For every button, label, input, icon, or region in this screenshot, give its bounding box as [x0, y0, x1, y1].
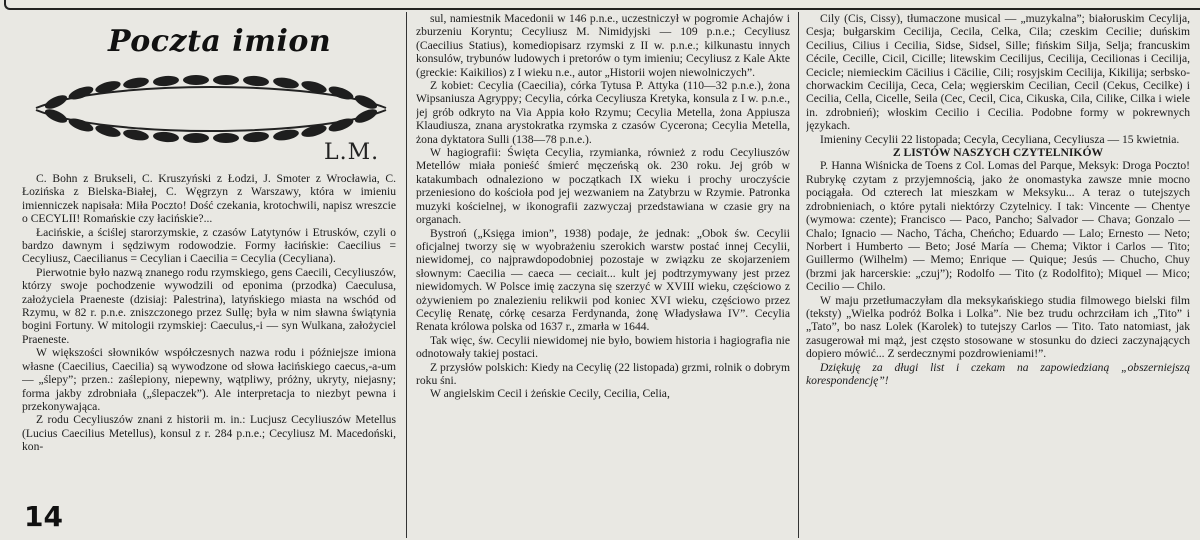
author-signature: L.M. — [324, 140, 380, 165]
paragraph: Bystroń („Księga imion”, 1938) podaje, że jednak: „Obok św. Cecylii oficjalnej tworzy się w wyobrażeniu szerokich warstw postać innej Cecylii, niewidomej, co najprawdopodobniej pozostaje w związku ze skojarzeniem słownym: Caecilia — caeca — ceciait... kult jej podtrzymywany jest przez niewidomych. W Polsce imię zaczyna się szerzyć w XVIII wieku, częściowo z ożywieniem po znalezieniu relikwii pod koniec XVI wieku, częściowo przez Cecylię Renatę, córkę cesarza Ferdynanda, żonę Władysława IV”. Cecylia Renata królowa polska od 1637 r., zmarła w 1644. — [416, 226, 790, 334]
laurel-wreath-icon — [26, 60, 396, 146]
paragraph: Z rodu Cecyliuszów znani z historii m. in.: Lucjusz Cecyliuszów Metellus (Lucius Caecilius Metellus), konsul z r. 284 p.n.e.; Cecyliusz M. Macedoński, kon- — [22, 413, 396, 454]
column-divider — [798, 12, 799, 538]
paragraph: Tak więc, św. Cecylii niewidomej nie było, bowiem historia i hagiografia nie odnotowały takiej postaci. — [416, 333, 790, 361]
paragraph: W większości słowników współczesnych nazwa rodu i późniejsze imiona własne (Caecilius, Caecilia) są wywodzone od słowa łacińskiego caecus,-a-um — „ślepy”; przen.: zaślepiony, niepewny, wątpliwy, próżny, ukryty, niejasny; forma jakby zdrobniała („ślepaczek”). Ale interpretacja to niezbyt pewna i przekonywająca. — [22, 346, 396, 413]
column-3 — [806, 12, 1190, 532]
top-border — [4, 0, 1200, 10]
paragraph: Imieniny Cecylii 22 listopada; Cecyla, Cecyliana, Cecyliusza — 15 kwietnia. — [820, 132, 1180, 146]
paragraph: Z przysłów polskich: Kiedy na Cecylię (22 listopada) grzmi, rolnik o dobrym roku śni. — [416, 360, 790, 387]
paragraph: C. Bohn z Brukseli, C. Kruszyński z Łodzi, J. Smoter z Wrocławia, C. Łozińska z Bielska-Białej, C. Węgrzyn z Warszawy, która w imieniu imienniczek napisała: Miła Poczto! Dość czekania, krotochwili, napisz wreszcie o CECYLII! Romańskie czy łacińskie?... — [22, 172, 396, 226]
paragraph: Pierwotnie było nazwą znanego rodu rzymskiego, gens Caecili, Cecyliuszów, którzy swoje pochodzenie wywodzili od eponima (przodka) Caeculusa, założyciela Praeneste (dzisiaj: Palestrina), latyńskiego miasta na wschód od Rzymu, w 82 r. p.n.e. zniszczonego przez Sullę; była w nim sławna świątynia bogini Fortuny. W mitologii rzymskiej: Caeculus,-i — syn Wulkana, założyciel Praeneste. — [22, 265, 396, 346]
paragraph: W hagiografii: Święta Cecylia, rzymianka, również z rodu Cecyliuszów Metellów miała ponieść śmierć męczeńską ok. 230 roku. Jej grób w katakumbach odnaleziono w początkach IX wieku i prochy uroczyście przeniesiono do kościoła pod jej wezwaniem na Zatybrzu w Rzymie. Patronka muzyki kościelnej, w ikonografii zazwyczaj przedstawiana w czasie gry na organach. — [416, 146, 790, 227]
closing-note: Dziękuję za długi list i czekam na zapowiedzianą „obszerniejszą korespondencję”! — [806, 360, 1190, 387]
page-number: 14 — [24, 500, 63, 533]
paragraph: W angielskim Cecil i żeńskie Cecily, Cecilia, Celia, — [430, 387, 670, 401]
column-2 — [416, 12, 790, 532]
column-1 — [22, 172, 396, 502]
paragraph: P. Hanna Wiśnicka de Toens z Col. Lomas del Parque, Meksyk: Droga Poczto! Rubrykę czytam z przyjemnością, jako że onomastyka zawsze mnie mocno pociągała. Od czterech lat mieszkam w Meksyku... A teraz o tutejszych zdrobnieniach, o które pytali niektórzy Czytelnicy. I tak: Vincente — Chentye (wymowa: czente); Francisco — Paco, Pancho; Salvador — Chava; Gonzalo — Chalo; Ignacio — Nacho, Tácha, Cheńcho; Eduardo — Lalo; Ernesto — Neto; Norbert i Humberto — Beto; José María — Chema; Viktor i Carlos — Tito; Guillermo (Wilhelm) — Memo; Enrique — Quique; Jesús — Chucho, Chuy (brzmi jak harcerskie: „czuj”); Rodolfo — Tito (z Rodolfito); Miquel — Mico; Cecilio — Chilo. — [806, 159, 1190, 294]
column-divider — [406, 12, 407, 538]
paragraph: Cily (Cis, Cissy), tłumaczone musical — „muzykalna”; białoruskim Cecylija, Cesja; bułgarskim Cecilija, Cecila, Celka, Cila; czeskim Cecilie; duńskim Cecilius, Cilius i Cecilia, Sidse, Sidsel, Sille; fińskim Silja, Selja; francuskim Cécile, Cecille, Cicil, Cicille; litewskim Cecilijus, Cecilija, Cecilionas i Cecilija, Cecicle; niemieckim Cäcilius i Cäcilie, Cili; rosyjskim Cecilija, Kikilija; serbsko-chorwackim Cecilija, Ceca, Cela; węgierskim Cecilian, Cecil (Cekus, Cecilke) i Cecilia, Cella, Cicelle, Seila (Cec, Cecil, Cica, Cikuska, Cila, Cilike, Cilka i wiele in. zdrobnień); włoskim Cecilio i Cecilia. Podobne formy w pokrewnych językach. — [806, 12, 1190, 133]
paragraph: W maju przetłumaczyłam dla meksykańskiego studia filmowego bielski film (teksty) „Wielka podróż Bolka i Lolka”. Nie bez trudu ochrzciłam ich „Tito” i „Tato”, bo nasz Lolek (Karolek) to tutejszy Carlos — Tito. Tato natomiast, jak zasugerował mi mąż, jest często stosowane w stosunku do dzieci zaczynających dopiero mówić... Z serdecznymi pozdrowieniami!”. — [806, 293, 1190, 361]
paragraph: Z kobiet: Cecylia (Caecilia), córka Tytusa P. Attyka (110—32 p.n.e.), żona Wipsaniusza Agryppy; Cecylia, córka Cecyliusza Kretyka, konsula z I w. p.n.e., jej grób odkryto na Via Appia koło Rzymu; Cecylia Metella, żona Appiusza Klaudiusza, znana arystokratka rzymska z czasów Cycerona; Cecylia Metella, żona dyktatora Sulli (138—78 p.n.e.). — [416, 79, 790, 146]
letters-section-heading: Z LISTÓW NASZYCH CZYTELNIKÓW — [892, 146, 1104, 160]
section-title: Poczta imion — [108, 24, 332, 59]
paragraph: sul, namiestnik Macedonii w 146 p.n.e., uczestniczył w pogromie Achajów i zburzeniu Koryntu; Cecyliusz M. Nimidyjski — 109 p.n.e.; Cecyliusz (Caecilius Statius), komediopisarz rzymski z II w. p.n.e.; kilkunastu innych konsulów, trybunów ludowych i pretorów o tym imieniu; Cecyliusz z Kale Akte (greckie: Kaikilios) z I wieku n.e., autor „Historii wojen niewolniczych”. — [416, 12, 790, 79]
paragraph: Łacińskie, a ściślej starorzymskie, z czasów Latytynów i Etrusków, czyli o bardzo dawnym i sędziwym rodowodzie. Formy łacińskie: Caecilius = Cecyliusz, Caecilianus = Cecylian i Caecilia = Cecylia (Cecyliana). — [22, 225, 396, 266]
